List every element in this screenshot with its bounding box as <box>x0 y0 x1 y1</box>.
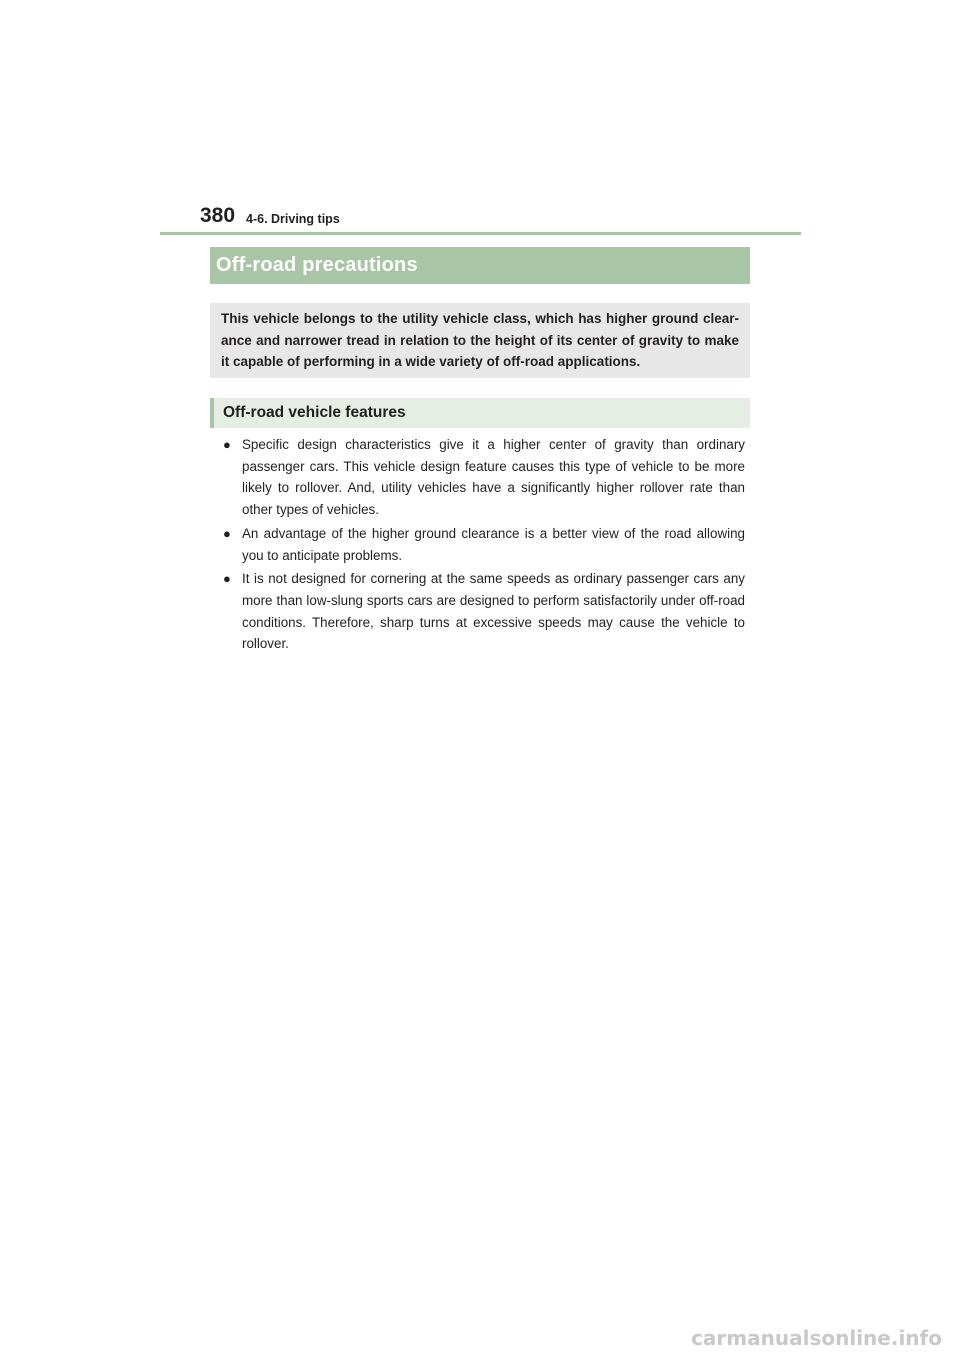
bullet-icon: ● <box>223 571 231 587</box>
subheading-accent <box>210 398 214 428</box>
section-label: 4-6. Driving tips <box>246 212 340 226</box>
page-title-bar <box>210 247 750 284</box>
list-item-text: An advantage of the higher ground clearance is a better view of the road allowing you to anticipate problems. <box>242 525 745 563</box>
page-number: 380 <box>200 204 236 227</box>
page-header <box>200 204 800 234</box>
list-item <box>222 568 745 655</box>
header-rule <box>160 232 801 235</box>
watermark: carmanualsonline.info <box>691 1326 942 1350</box>
feature-list <box>222 434 745 657</box>
list-item <box>222 523 745 566</box>
list-item-text: Specific design characteristics give it a higher center of gravity than ordinary passenger cars. This vehicle design feature causes this type of vehicle to be more likely to rollover. And, utility vehicles have a significantly higher rollover rate than other types of vehicles. <box>242 437 745 518</box>
subheading: Off-road vehicle features <box>223 404 406 421</box>
intro-box <box>210 303 750 378</box>
list-item <box>222 434 745 521</box>
bullet-icon: ● <box>223 437 231 452</box>
subheading-bar <box>210 398 750 428</box>
list-item-text: It is not designed for cornering at the same speeds as ordinary passenger cars any more than low-slung sports cars are designed to perform satisfactorily under off-road conditions. Therefore, sharp turns at excessive speeds may cause the vehicle to rollover. <box>242 571 745 652</box>
intro-text: This vehicle belongs to the utility vehicle class, which has higher ground clear-ance and narrower tread in relation to the height of its center of gravity to make it capable of performing in a wide variety of off-road applications. <box>221 311 739 370</box>
bullet-icon: ● <box>223 525 231 541</box>
page-title: Off-road precautions <box>216 254 418 276</box>
